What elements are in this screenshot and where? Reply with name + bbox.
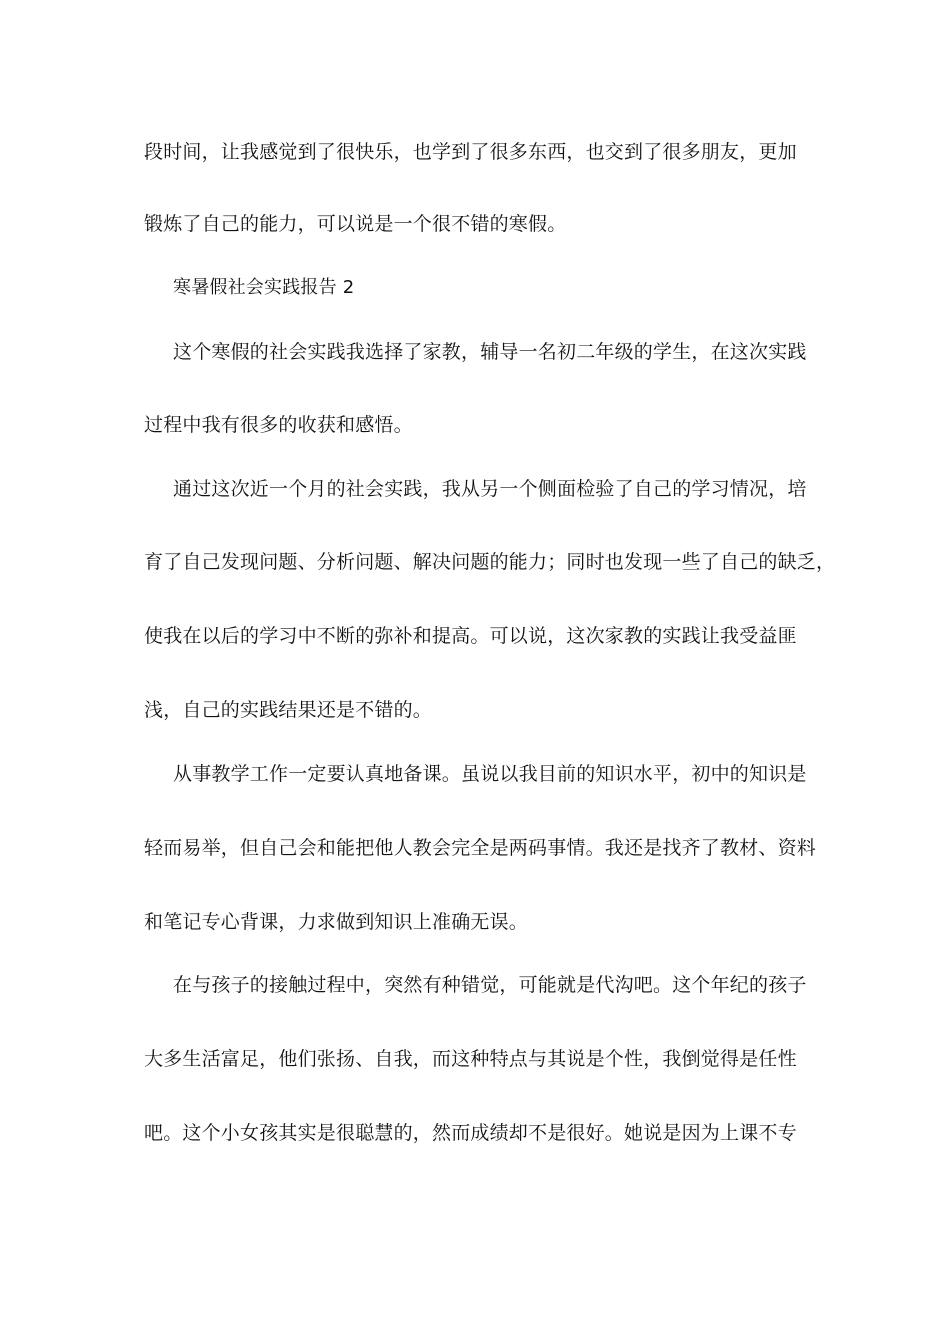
paragraph-first-line: 通过这次近一个月的社会实践，我从另一个侧面检验了自己的学习情况，培 xyxy=(173,478,807,500)
section-heading: 寒暑假社会实践报告 2 xyxy=(173,277,355,298)
text-line: 轻而易举，但自己会和能把他人教会完全是两码事情。我还是找齐了教材、资料 xyxy=(144,837,817,859)
text-line: 段时间，让我感觉到了很快乐，也学到了很多东西，也交到了很多朋友，更加 xyxy=(144,141,797,163)
text-line: 使我在以后的学习中不断的弥补和提高。可以说，这次家教的实践让我受益匪 xyxy=(144,625,797,647)
paragraph-first-line: 从事教学工作一定要认真地备课。虽说以我目前的知识水平，初中的知识是 xyxy=(173,763,807,785)
paragraph-first-line: 在与孩子的接触过程中，突然有种错觉，可能就是代沟吧。这个年纪的孩子 xyxy=(173,974,807,996)
paragraph-first-line: 这个寒假的社会实践我选择了家教，辅导一名初二年级的学生，在这次实践 xyxy=(173,341,807,363)
text-line: 吧。这个小女孩其实是很聪慧的，然而成绩却不是很好。她说是因为上课不专 xyxy=(144,1122,797,1144)
text-line: 浅，自己的实践结果还是不错的。 xyxy=(144,699,433,721)
text-line: 育了自己发现问题、分析问题、解决问题的能力；同时也发现一些了自己的缺乏， xyxy=(144,551,836,573)
text-line: 锻炼了自己的能力，可以说是一个很不错的寒假。 xyxy=(144,213,567,235)
text-line: 大多生活富足，他们张扬、自我，而这种特点与其说是个性，我倒觉得是任性 xyxy=(144,1048,797,1070)
text-line: 和笔记专心背课，力求做到知识上准确无误。 xyxy=(144,911,529,933)
text-line: 过程中我有很多的收获和感悟。 xyxy=(144,414,413,436)
